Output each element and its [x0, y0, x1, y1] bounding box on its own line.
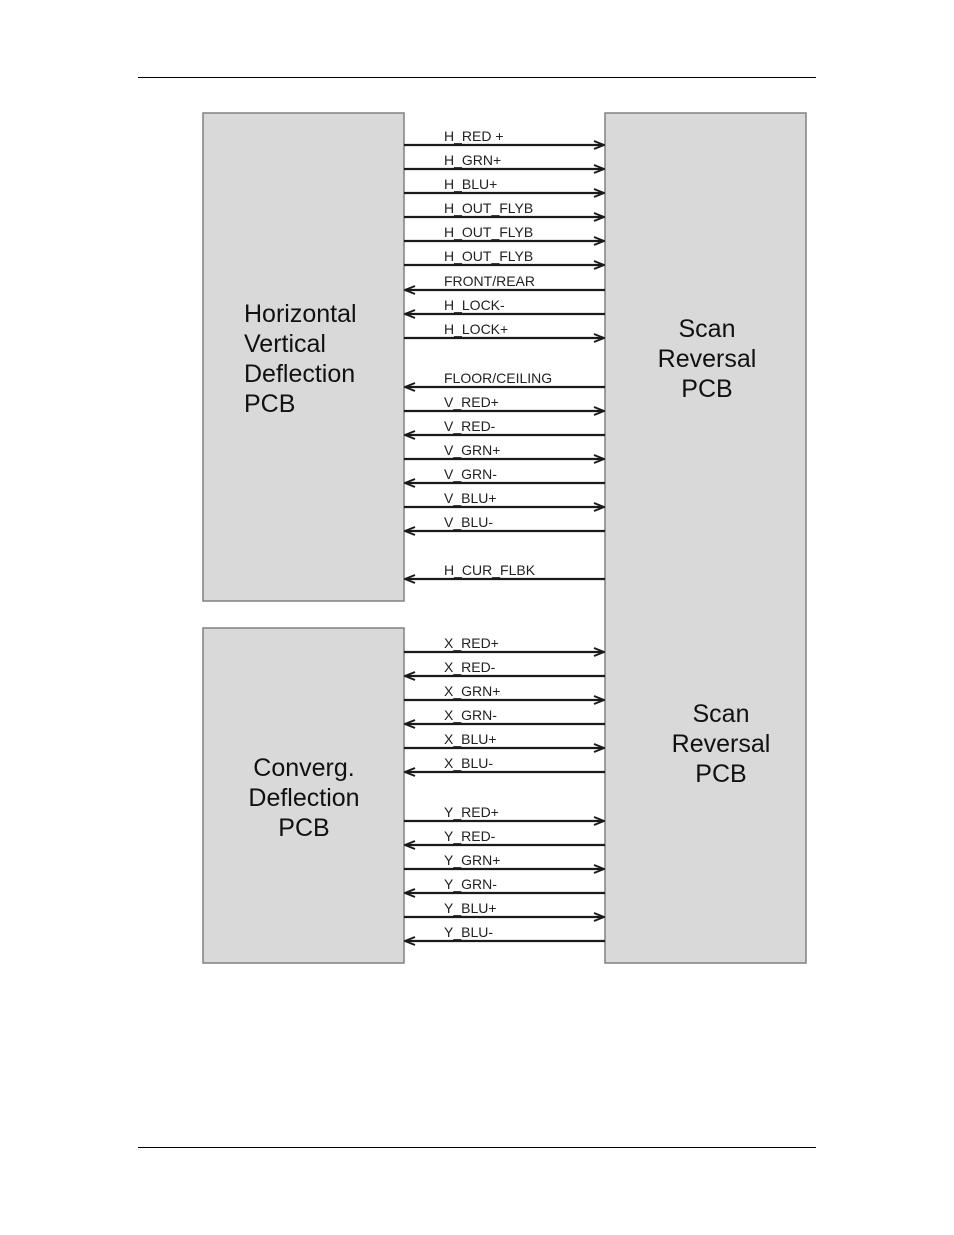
- signal-label: FLOOR/CEILING: [444, 370, 553, 386]
- signal-label: H_LOCK-: [444, 297, 505, 313]
- block-label-line: Reversal: [657, 345, 757, 373]
- signal-label: V_GRN-: [444, 466, 497, 482]
- block-label-line: Deflection: [248, 784, 360, 812]
- signal-label: Y_GRN+: [444, 852, 501, 868]
- signal-label: FRONT/REAR: [444, 273, 535, 289]
- signal-label: X_RED+: [444, 635, 499, 651]
- signal-label: V_BLU+: [444, 490, 497, 506]
- signal-label: H_LOCK+: [444, 321, 509, 337]
- block-label-line: Reversal: [671, 730, 771, 758]
- block-label-line: Scan: [692, 700, 750, 728]
- signal-label: H_CUR_FLBK: [444, 562, 536, 578]
- block-label-line: Vertical: [244, 330, 326, 358]
- block-label-line: Converg.: [253, 754, 355, 782]
- signal-label: X_GRN-: [444, 707, 497, 723]
- signal-label: V_GRN+: [444, 442, 501, 458]
- signal-label: H_OUT_FLYB: [444, 200, 534, 216]
- signal-label: H_OUT_FLYB: [444, 224, 534, 240]
- signal-label: H_GRN+: [444, 152, 502, 168]
- block-label-line: PCB: [681, 375, 733, 403]
- signal-label: Y_GRN-: [444, 876, 497, 892]
- signal-lines: [404, 128, 605, 941]
- block-label-line: PCB: [244, 390, 296, 418]
- signal-label: X_RED-: [444, 659, 496, 675]
- signal-label: V_BLU-: [444, 514, 494, 530]
- signal-label: Y_RED+: [444, 804, 499, 820]
- signal-label: H_RED +: [444, 128, 504, 144]
- signal-label: Y_BLU+: [444, 900, 497, 916]
- signal-label: H_BLU+: [444, 176, 498, 192]
- signal-label: X_BLU+: [444, 731, 497, 747]
- signal-label: Y_RED-: [444, 828, 496, 844]
- block-label-line: PCB: [695, 760, 747, 788]
- block-label-line: Scan: [678, 315, 736, 343]
- signal-label: X_GRN+: [444, 683, 501, 699]
- signal-label: H_OUT_FLYB: [444, 248, 534, 264]
- scan-reversal-pcb-block: [605, 113, 806, 963]
- signal-label: V_RED-: [444, 418, 496, 434]
- block-label-line: Horizontal: [244, 300, 357, 328]
- block-label-line: Deflection: [244, 360, 356, 388]
- signal-label: V_RED+: [444, 394, 499, 410]
- signal-label: X_BLU-: [444, 755, 494, 771]
- block-label-line: PCB: [278, 814, 330, 842]
- signal-label: Y_BLU-: [444, 924, 494, 940]
